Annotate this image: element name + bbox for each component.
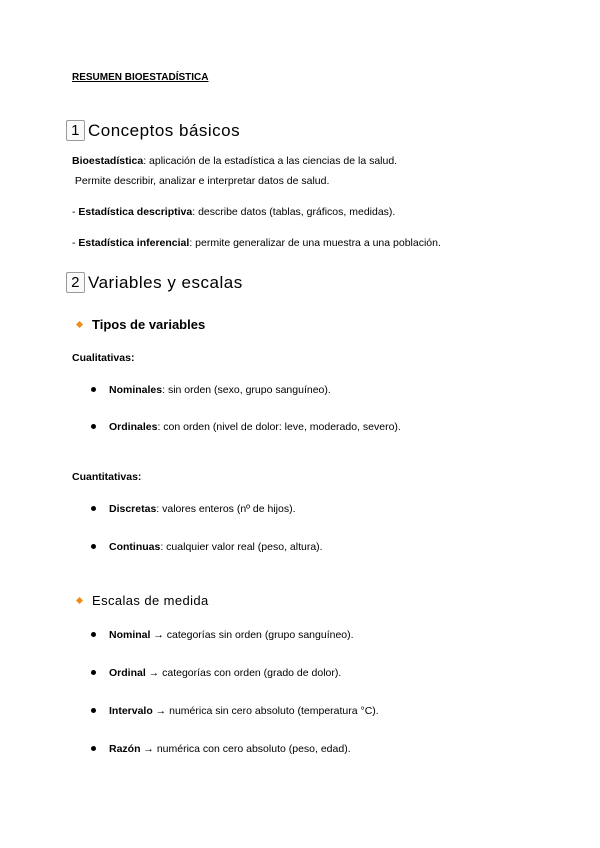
section-2-heading <box>66 272 243 293</box>
section-number-1: 1 <box>66 120 85 141</box>
bullet-icon <box>91 632 96 637</box>
descriptive-term: Estadística descriptiva <box>78 206 193 218</box>
bullet-icon <box>91 670 96 675</box>
bullet-icon <box>91 746 96 751</box>
item-term: Intervalo <box>109 705 153 717</box>
qualitative-label: Cualitativas: <box>72 352 135 364</box>
descriptive-text: : describe datos (tablas, gráficos, medidas). <box>192 206 396 218</box>
item-term: Continuas <box>109 541 161 553</box>
section-1-heading <box>66 120 240 141</box>
list-item <box>91 384 331 396</box>
bullet-icon <box>91 544 96 549</box>
descriptive-line <box>72 206 395 218</box>
item-term: Discretas <box>109 503 157 515</box>
definition-text: : aplicación de la estadística a las ciencias de la salud. <box>143 155 398 167</box>
definition-line-2: Permite describir, analizar e interpretar datos de salud. <box>72 175 330 187</box>
bullet-icon <box>91 387 96 392</box>
item-term: Ordinal <box>109 667 146 679</box>
list-item <box>91 541 323 553</box>
item-text: : con orden (nivel de dolor: leve, moderado, severo). <box>157 421 401 433</box>
item-text: → numérica con cero absoluto (peso, edad). <box>140 743 351 755</box>
document-title: RESUMEN BIOESTADÍSTICA <box>72 72 209 83</box>
inferential-prefix: - <box>72 237 79 249</box>
types-heading <box>77 317 205 332</box>
item-term: Razón <box>109 743 141 755</box>
definition-line <box>72 155 397 167</box>
list-item <box>91 629 354 641</box>
descriptive-prefix: - <box>72 206 79 218</box>
bullet-icon <box>91 506 96 511</box>
item-text: → numérica sin cero absoluto (temperatura °C). <box>152 705 379 717</box>
list-item <box>91 667 341 679</box>
types-heading-text: Tipos de variables <box>92 317 206 332</box>
item-text: → categorías sin orden (grupo sanguíneo). <box>150 629 354 641</box>
item-text: : valores enteros (nº de hijos). <box>156 503 296 515</box>
list-item <box>91 421 401 433</box>
bullet-icon <box>91 708 96 713</box>
list-item <box>91 743 351 755</box>
section-1-title: Conceptos básicos <box>88 120 241 140</box>
inferential-line <box>72 237 441 249</box>
scales-heading-text: Escalas de medida <box>92 593 209 608</box>
item-text: : cualquier valor real (peso, altura). <box>160 541 323 553</box>
scales-heading <box>77 593 209 608</box>
item-text: : sin orden (sexo, grupo sanguíneo). <box>162 384 331 396</box>
inferential-text: : permite generalizar de una muestra a una población. <box>189 237 441 249</box>
definition-term: Bioestadística <box>72 155 144 167</box>
section-number-2: 2 <box>66 272 85 293</box>
inferential-term: Estadística inferencial <box>78 237 190 249</box>
orange-diamond-icon <box>76 597 83 604</box>
list-item <box>91 705 379 717</box>
bullet-icon <box>91 424 96 429</box>
item-text: → categorías con orden (grado de dolor). <box>145 667 342 679</box>
item-term: Ordinales <box>109 421 158 433</box>
section-2-title: Variables y escalas <box>88 272 243 292</box>
list-item <box>91 503 296 515</box>
quantitative-label: Cuantitativas: <box>72 471 142 483</box>
item-term: Nominales <box>109 384 163 396</box>
item-term: Nominal <box>109 629 151 641</box>
orange-diamond-icon <box>76 321 83 328</box>
